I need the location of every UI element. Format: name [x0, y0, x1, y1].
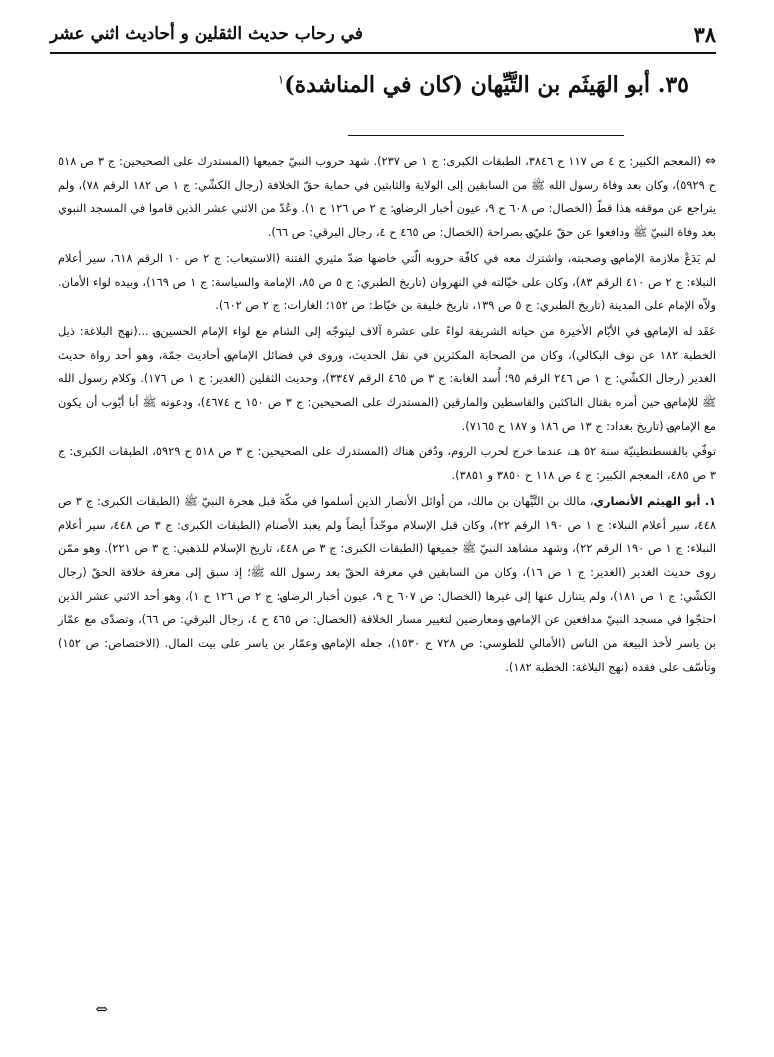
- footnote-paragraph: [58, 150, 716, 245]
- continuation-arrow-icon: ⇔: [95, 1000, 108, 1018]
- footnote-paragraph: [58, 490, 716, 680]
- paragraph-text: لم يَدَعْ ملازمة الإمام؈ وصحبته، واشترك معه في كافّة حروبه الّتي خاضها ضدّ مثيري الفتنة (الاستيعاب: ج ٢ ص ١٠ الرقم ٦١٨، سير أعلام النبلاء: ج ٢ ص ٤١٠ الرقم ٨٣)، وكان على خيّالته في النهروان (تاريخ الطبري: ج ٥ ص ٨٥، الإمامة والسياسة: ج ١ ص ١٦٩)، وبيده لواء الأمان. ولاّه الإمام على المدينة (تاريخ الطبري: ج ٥ ص ١٣٩، تاريخ خليفة بن خيّاط: ص ١٥٢؛ الغارات: ج ٢ ص ٦٠٢).: [58, 250, 717, 313]
- paragraph-text: عَقَد له الإمام؈ في الأيّام الأخيرة من حياته الشريفة لواءً على عشرة آلاف ليتوجّه إلى الشام مع لواء الإمام الحسين؈ ...(نهج البلاغة: ذيل الخطبة ١٨٢ عن نوف البكالي)، وكان من الصحابة المكثرين في نقل الحديث، وروى في فضائل الإمام؈ أحاديث جمّة، وهو أحد رواة حديث الغدير (رجال الكشّي: ج ١ ص ٢٤٦ الرقم ٩٥؛ أُسد الغابة: ج ٣ ص ٤٦٥ الرقم ٣٣٤٧)، وحديث الثقلين (الغدير: ج ١ ص ١٧٦). وكلام رسول الله ﷺ للإمام؈ حين أمره بقتال الناكثين والقاسطين والمارقين (المستدرك على الصحيحين: ج ٣ ص ١٥٠ ح ٤٦٧٤)، ودعوته ﷺ أبا أيّوب أن يكون مع الإمام؈ (تاريخ بغداد: ج ١٣ ص ١٨٦ و ١٨٧ ح ٧١٦٥).: [58, 323, 717, 433]
- paragraph-text: (المعجم الكبير: ج ٤ ص ١١٧ ح ٣٨٤٦، الطبقات الكبرى: ج ١ ص ٢٣٧). شهد حروب النبيّ جميعها (المستدرك على الصحيحين: ج ٣ ص ٥١٨ ح ٥٩٢٩)، وكان بعد وفاة رسول الله ﷺ من السابقين إلى الولاية والثابتين في حماية حقّ الخلافة (رجال الكشّي: ج ١ ص ١٨٢ الرقم ٧٨)، ولم يتراجع عن موقفه هذا قطّ (الخصال: ص ٦٠٨ ح ٩، عيون أخبار الرضا؈: ج ٢ ص ١٢٦ ح ١). وعُدّ من الاثني عشر الذين قاموا في المسجد النبوي بعد وفاة النبيّ ﷺ ودافعوا عن حقّ عليّ؈ بصراحة (الخصال: ص ٤٦٥ ح ٤، رجال البرقي: ص ٦٦).: [58, 154, 717, 240]
- entry-title-text: ٣٥. أبو الهَيثَم بن التَّيِّهان (كان في المناشدة): [284, 72, 689, 98]
- footnote-paragraph: [58, 320, 716, 439]
- running-title: في رحاب حديث الثقلين و أحاديث اثني عشر: [50, 24, 363, 44]
- footnotes: [58, 150, 716, 679]
- footnote-lead: ١. أبو الهيثم الأنصاري: [593, 493, 716, 508]
- page-header: [50, 18, 716, 54]
- footnote-paragraph: [58, 247, 716, 318]
- footnote-paragraph: [58, 440, 716, 487]
- footnote-ref: ١: [277, 72, 285, 87]
- entry-title: [278, 72, 689, 98]
- page-number: ٣٨: [693, 22, 716, 47]
- footnote-separator: [348, 135, 624, 136]
- continuation-arrow-icon: ⇔: [705, 154, 717, 169]
- paragraph-text: توفّي بالقسطنطينيّة سنة ٥٢ هـ، عندما خرج لحرب الروم، ودُفن هناك (المستدرك على الصحيحين: ج ٣ ص ٥١٨ ح ٥٩٢٩، الطبقات الكبرى: ج ٣ ص ٤٨٥، المعجم الكبير: ج ٤ ص ١١٨ ح ٣٨٥٠ و ٣٨٥١).: [58, 444, 716, 483]
- paragraph-text: ، مالك بن التَّيِّهان بن مالك، من أوائل الأنصار الذين أسلموا في مكّة قبل هجرة النبيّ ﷺ (الطبقات الكبرى: ج ٣ ص ٤٤٨، سير أعلام النبلاء: ج ١ ص ١٩٠ الرقم ٢٢)، وكان قبل الإسلام موحّداً أيضاً ولم يعبد الأصنام (الطبقات الكبرى: ج ٣ ص ٤٤٨، سير أعلام النبلاء: ج ١ ص ١٩٠ الرقم ٢٢)، وشهد مشاهد النبيّ ﷺ جميعها (الطبقات الكبرى: ج ٣ ص ٤٤٨، تاريخ الإسلام للذهبي: ج ٣ ص ٢٢١). وهو ممّن روى حديث الغدير (الغدير: ج ١ ص ١٦)، وكان من السابقين في معرفة الحقّ بعد رسول الله ﷺ؛ إذ سبق إلى معرفة خلافة الحقّ (رجال الكشّي: ج ١ ص ١٨١)، ولم يتنازل عنها إلى غيرها (الخصال: ص ٦٠٧ ح ٩، عيون أخبار الرضا؈: ج ٢ ص ١٢٦ ح ١)، وهو أحد الاثني عشر الذين احتجّوا في مسجد النبيّ مدافعين عن الإمام؈ ومعارضين لتغيير مسار الخلافة (الخصال: ص ٤٦٥ ح ٤، رجال البرقي: ص ٦٦)، وتصدّى مع عمّار بن ياسر لأخذ البيعة من الناس (الأمالي للطوسي: ص ٧٢٨ ح ١٥٣٠)، جعله الإمام؈ وعمّار بن ياسر على بيت المال. (الاختصاص: ص ١٥٢) وتأسّف على فقده (نهج البلاغة: الخطبة ١٨٢).: [58, 493, 717, 674]
